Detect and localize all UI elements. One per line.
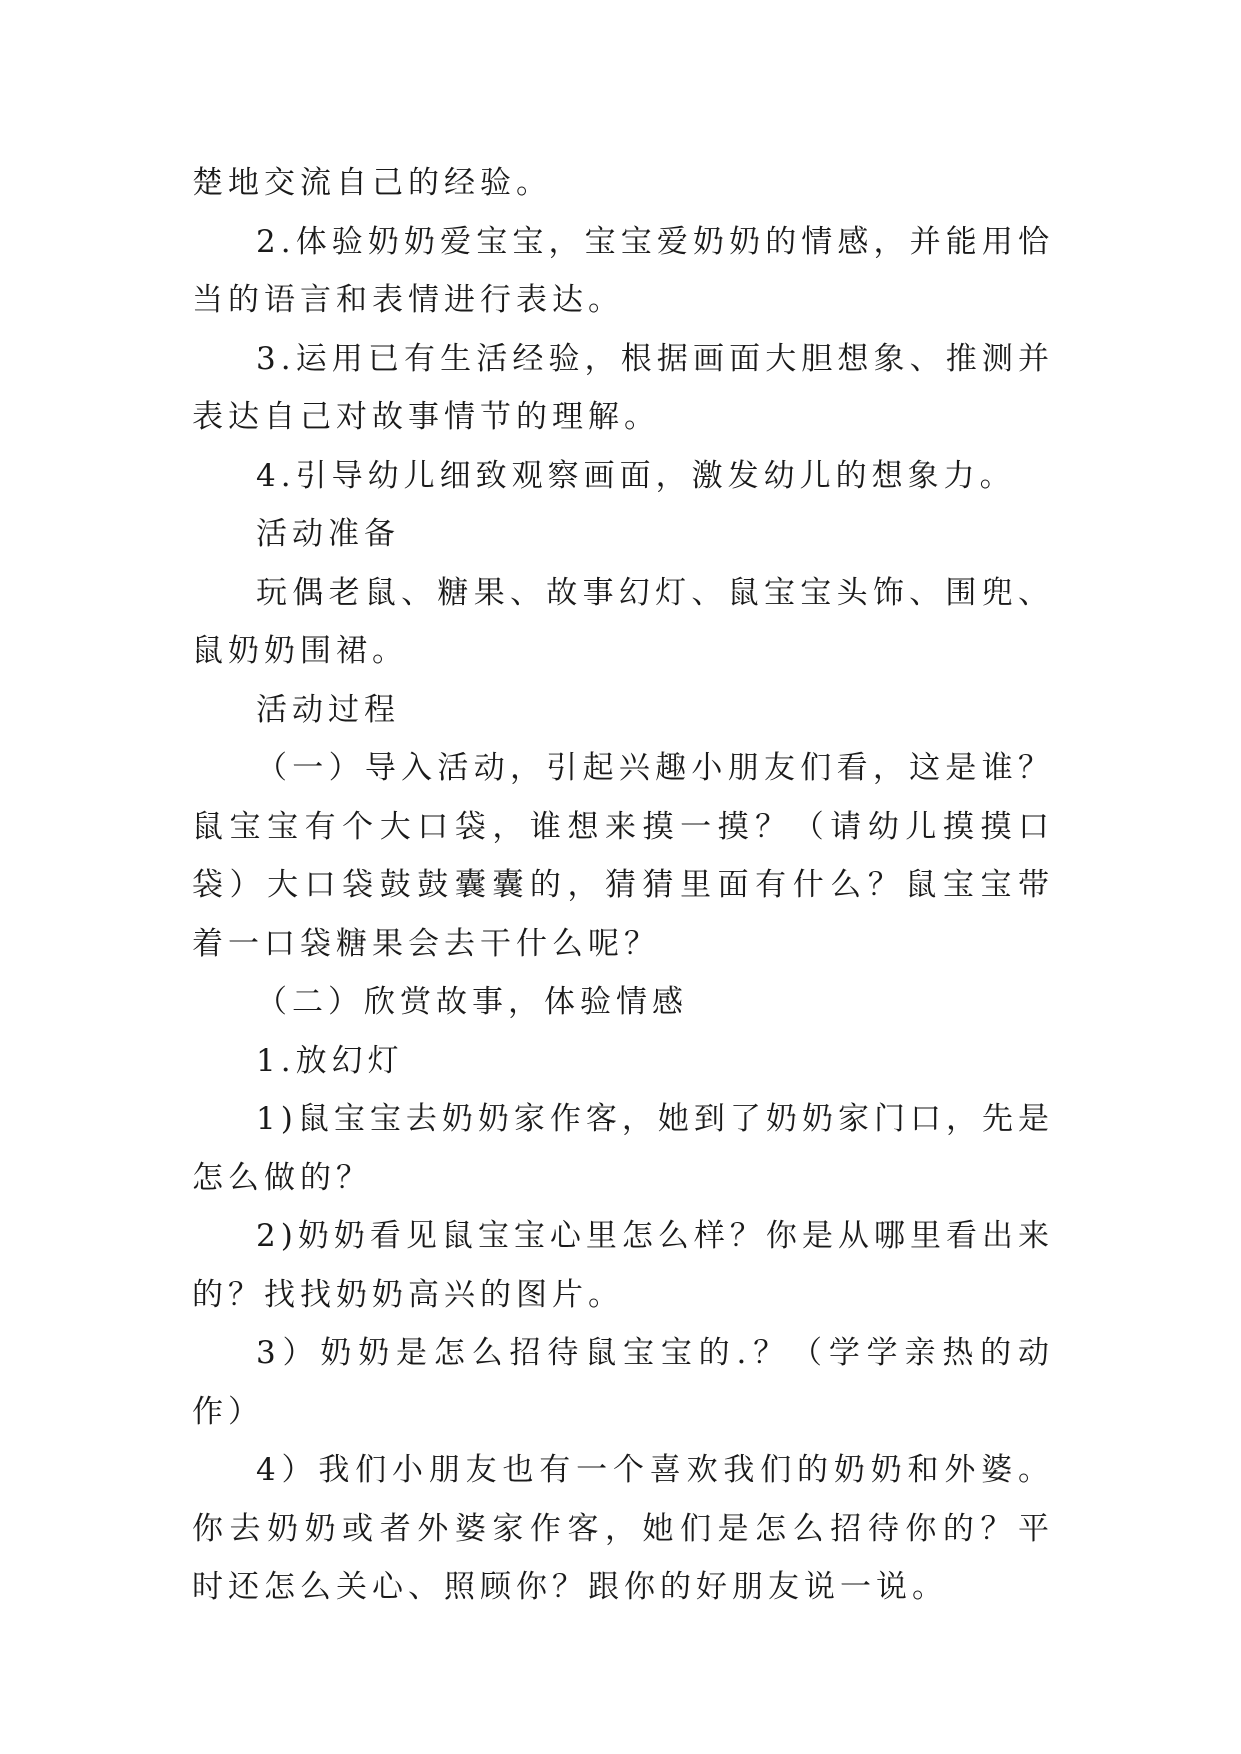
paragraph-slides: 1.放幻灯 — [256, 1042, 404, 1079]
paragraph-goal-3: 3.运用已有生活经验，根据画面大胆想象、推测并表达自己对故事情节的理解。 — [192, 340, 1054, 435]
paragraph-goal-2: 2.体验奶奶爱宝宝，宝宝爱奶奶的情感，并能用恰当的语言和表情进行表达。 — [192, 223, 1054, 318]
paragraph-step-2: （二）欣赏故事，体验情感 — [256, 984, 688, 1020]
section-heading-preparation: 活动准备 — [256, 516, 400, 552]
section-heading-process: 活动过程 — [256, 691, 400, 728]
document-body — [192, 154, 1054, 1617]
paragraph-question-2: 2)奶奶看见鼠宝宝心里怎么样？你是从哪里看出来的？找找奶奶高兴的图片。 — [192, 1218, 1054, 1313]
paragraph-question-1: 1)鼠宝宝去奶奶家作客，她到了奶奶家门口，先是怎么做的？ — [192, 1101, 1054, 1196]
paragraph-question-3: 3）奶奶是怎么招待鼠宝宝的.？（学学亲热的动作） — [192, 1335, 1054, 1430]
paragraph-step-1: （一）导入活动，引起兴趣小朋友们看，这是谁？鼠宝宝有个大口袋，谁想来摸一摸？（请幼儿摸摸口袋）大口袋鼓鼓囊囊的，猜猜里面有什么？鼠宝宝带着一口袋糖果会去干什么呢？ — [192, 750, 1054, 962]
paragraph-question-4: 4）我们小朋友也有一个喜欢我们的奶奶和外婆。你去奶奶或者外婆家作客，她们是怎么招待你的？平时还怎么关心、照顾你？跟你的好朋友说一说。 — [192, 1452, 1054, 1605]
paragraph-goal-4: 4.引导幼儿细致观察画面，激发幼儿的想象力。 — [256, 457, 1016, 494]
paragraph-continuation: 楚地交流自己的经验。 — [192, 165, 552, 201]
paragraph-materials: 玩偶老鼠、糖果、故事幻灯、鼠宝宝头饰、围兜、鼠奶奶围裙。 — [192, 574, 1054, 669]
